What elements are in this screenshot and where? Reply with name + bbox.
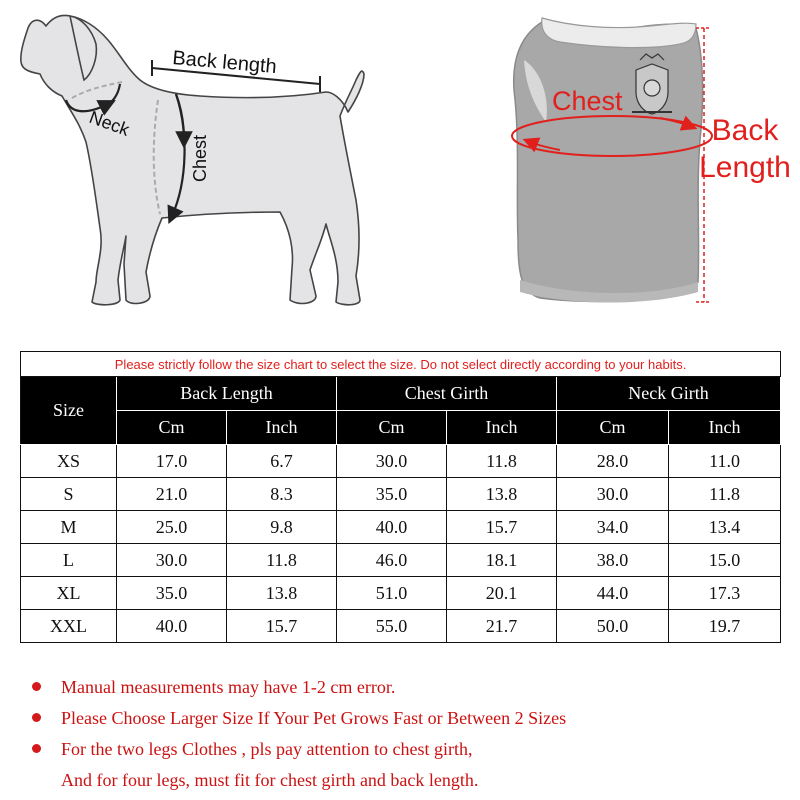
value-cell: 15.7 xyxy=(447,511,557,544)
value-cell: 35.0 xyxy=(337,478,447,511)
notice-row xyxy=(21,352,781,377)
value-cell: 40.0 xyxy=(117,610,227,643)
table-row xyxy=(21,445,781,478)
table-row xyxy=(21,478,781,511)
value-cell: 11.8 xyxy=(447,445,557,478)
table-row xyxy=(21,544,781,577)
unit-header: Cm xyxy=(337,411,447,445)
value-cell: 20.1 xyxy=(447,577,557,610)
value-cell: 17.3 xyxy=(669,577,781,610)
value-cell: 13.8 xyxy=(447,478,557,511)
unit-header: Inch xyxy=(447,411,557,445)
dog-measurement-illustration xyxy=(0,0,400,340)
note-item xyxy=(32,708,566,729)
vest-back-label-line1: Back xyxy=(711,114,779,147)
vest-chest-label: Chest xyxy=(552,86,623,116)
value-cell: 35.0 xyxy=(117,577,227,610)
header-row-groups xyxy=(21,377,781,411)
value-cell: 17.0 xyxy=(117,445,227,478)
size-cell: M xyxy=(21,511,117,544)
size-cell: XS xyxy=(21,445,117,478)
note-text: Manual measurements may have 1-2 cm error. xyxy=(61,677,396,697)
size-table xyxy=(20,351,781,643)
size-cell: XL xyxy=(21,577,117,610)
note-item-continued xyxy=(32,770,478,791)
value-cell: 13.4 xyxy=(669,511,781,544)
table-row xyxy=(21,610,781,643)
value-cell: 25.0 xyxy=(117,511,227,544)
value-cell: 18.1 xyxy=(447,544,557,577)
value-cell: 55.0 xyxy=(337,610,447,643)
size-cell: XXL xyxy=(21,610,117,643)
value-cell: 11.0 xyxy=(669,445,781,478)
bullet-icon xyxy=(32,713,41,722)
value-cell: 8.3 xyxy=(227,478,337,511)
size-chart xyxy=(20,351,780,643)
bullet-icon xyxy=(32,744,41,753)
value-cell: 9.8 xyxy=(227,511,337,544)
table-row xyxy=(21,511,781,544)
size-header: Size xyxy=(21,377,117,445)
value-cell: 11.8 xyxy=(669,478,781,511)
value-cell: 30.0 xyxy=(557,478,669,511)
note-item xyxy=(32,677,395,698)
note-item xyxy=(32,739,472,760)
dog-neck-label: Neck xyxy=(86,106,133,140)
unit-header: Inch xyxy=(227,411,337,445)
note-text: Please Choose Larger Size If Your Pet Grows Fast or Between 2 Sizes xyxy=(61,708,567,728)
value-cell: 13.8 xyxy=(227,577,337,610)
value-cell: 46.0 xyxy=(337,544,447,577)
unit-header: Cm xyxy=(117,411,227,445)
value-cell: 11.8 xyxy=(227,544,337,577)
dog-chest-label: Chest xyxy=(190,134,210,182)
vest-back-length-label xyxy=(698,112,792,186)
value-cell: 15.0 xyxy=(669,544,781,577)
size-notice: Please strictly follow the size chart to select the size. Do not select directly according to your habits. xyxy=(21,352,781,377)
dog-back-length-label: Back length xyxy=(171,47,278,79)
value-cell: 15.7 xyxy=(227,610,337,643)
table-row xyxy=(21,577,781,610)
value-cell: 28.0 xyxy=(557,445,669,478)
value-cell: 40.0 xyxy=(337,511,447,544)
group-header-neck-girth: Neck Girth xyxy=(557,377,781,411)
vest-collar xyxy=(542,18,696,48)
header-row-units xyxy=(21,411,781,445)
vest-body xyxy=(514,22,703,301)
value-cell: 30.0 xyxy=(337,445,447,478)
value-cell: 44.0 xyxy=(557,577,669,610)
size-cell: S xyxy=(21,478,117,511)
unit-header: Inch xyxy=(669,411,781,445)
value-cell: 38.0 xyxy=(557,544,669,577)
vest-back-label-line2: Length xyxy=(699,151,791,184)
group-header-back-length: Back Length xyxy=(117,377,337,411)
value-cell: 21.7 xyxy=(447,610,557,643)
group-header-chest-girth: Chest Girth xyxy=(337,377,557,411)
unit-header: Cm xyxy=(557,411,669,445)
value-cell: 34.0 xyxy=(557,511,669,544)
note-text: And for four legs, must fit for chest girth and back length. xyxy=(61,770,479,790)
value-cell: 6.7 xyxy=(227,445,337,478)
value-cell: 30.0 xyxy=(117,544,227,577)
bullet-icon xyxy=(32,682,41,691)
value-cell: 21.0 xyxy=(117,478,227,511)
size-cell: L xyxy=(21,544,117,577)
value-cell: 50.0 xyxy=(557,610,669,643)
value-cell: 51.0 xyxy=(337,577,447,610)
value-cell: 19.7 xyxy=(669,610,781,643)
note-text: For the two legs Clothes , pls pay attention to chest girth, xyxy=(61,739,473,759)
